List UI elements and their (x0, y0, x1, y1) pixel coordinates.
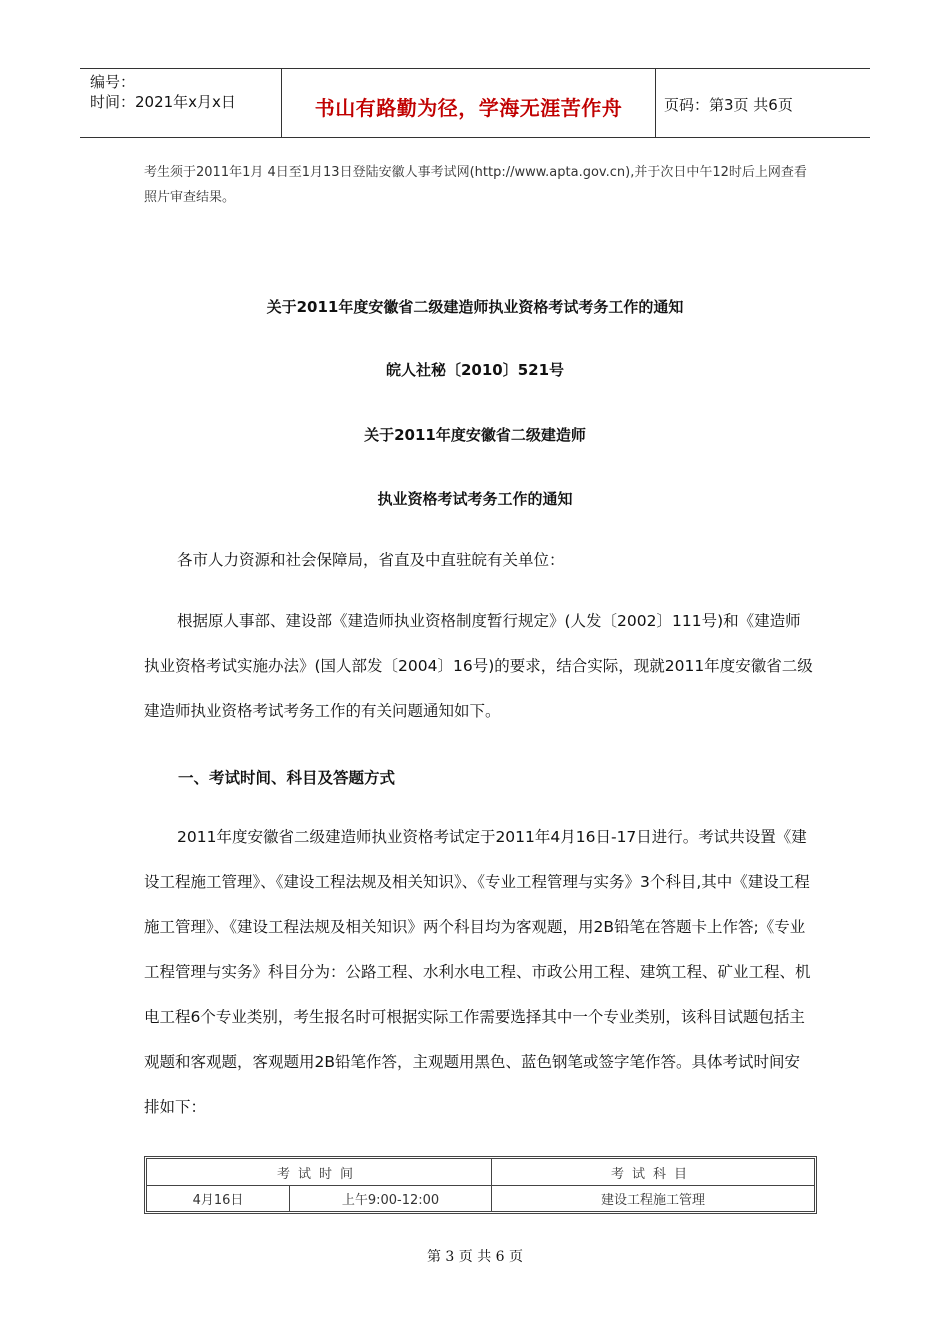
intro-paragraph: 根据原人事部、建设部《建造师执业资格制度暂行规定》(人发〔2002〕111号)和《建造师执业资格考试实施办法》(国人部发〔2004〕16号)的要求，结合实际，现就2011年度安徽省二级建造师执业资格考试考务工作的有关问题通知如下。 (144, 612, 813, 720)
schedule-row-time: 上午9:00-12:00 (290, 1186, 492, 1211)
notice-subtitle-line2: 执业资格考试考务工作的通知 (377, 490, 573, 508)
page-footer: 第 3 页 共 6 页 (426, 1249, 524, 1265)
motto-text: 书山有路勤为径，学海无涯苦作舟 (314, 96, 623, 120)
header-table (80, 68, 870, 138)
exam-details-paragraph: 2011年度安徽省二级建造师执业资格考试定于2011年4月16日-17日进行。考试共设置《建设工程施工管理》、《建设工程法规及相关知识》、《专业工程管理与实务》3个科目,其中《建设工程施工管理》、《建设工程法规及相关知识》两个科目均为客观题，用2B铅笔在答题卡上作答;《专业工程管理与实务》科目分为：公路工程、水利水电工程、市政公用工程、建筑工程、矿业工程、机电工程6个专业类别，考生报名时可根据实际工作需要选择其中一个专业类别，该科目试题包括主观题和客观题，客观题用2B铅笔作答，主观题用黑色、蓝色钢笔或签字笔作答。具体考试时间安排如下： (144, 828, 811, 1116)
document-number: 皖人社秘〔2010〕521号 (385, 361, 565, 379)
page-indicator: 页码：第3页 共6页 (664, 96, 793, 114)
header-page-cell (656, 69, 870, 137)
schedule-row-subject: 建设工程施工管理 (600, 1193, 705, 1208)
salutation: 各市人力资源和社会保障局，省直及中直驻皖有关单位： (177, 551, 565, 569)
notice-title: 关于2011年度安徽省二级建造师执业资格考试考务工作的通知 (266, 298, 684, 316)
schedule-header-subject: 考试科目 (492, 1159, 814, 1186)
document-number-label: 编号： (90, 73, 136, 91)
notice-subtitle-line1: 关于2011年度安徽省二级建造师 (364, 426, 586, 444)
header-info-cell (80, 69, 282, 137)
schedule-row-date: 4月16日 (147, 1186, 290, 1211)
exam-schedule-table (144, 1156, 817, 1214)
header-motto-cell (282, 69, 656, 137)
photo-review-note: 考生须于2011年1月 4日至1月13日登陆安徽人事考试网(http://www.apta.gov.cn),并于次日中午12时后上网查看照片审查结果。 (144, 165, 807, 205)
schedule-header-time: 考试时间 (147, 1159, 492, 1186)
section-heading-exam-time: 一、考试时间、科目及答题方式 (178, 769, 396, 787)
document-date-label: 时间：2021年x月x日 (90, 93, 236, 111)
